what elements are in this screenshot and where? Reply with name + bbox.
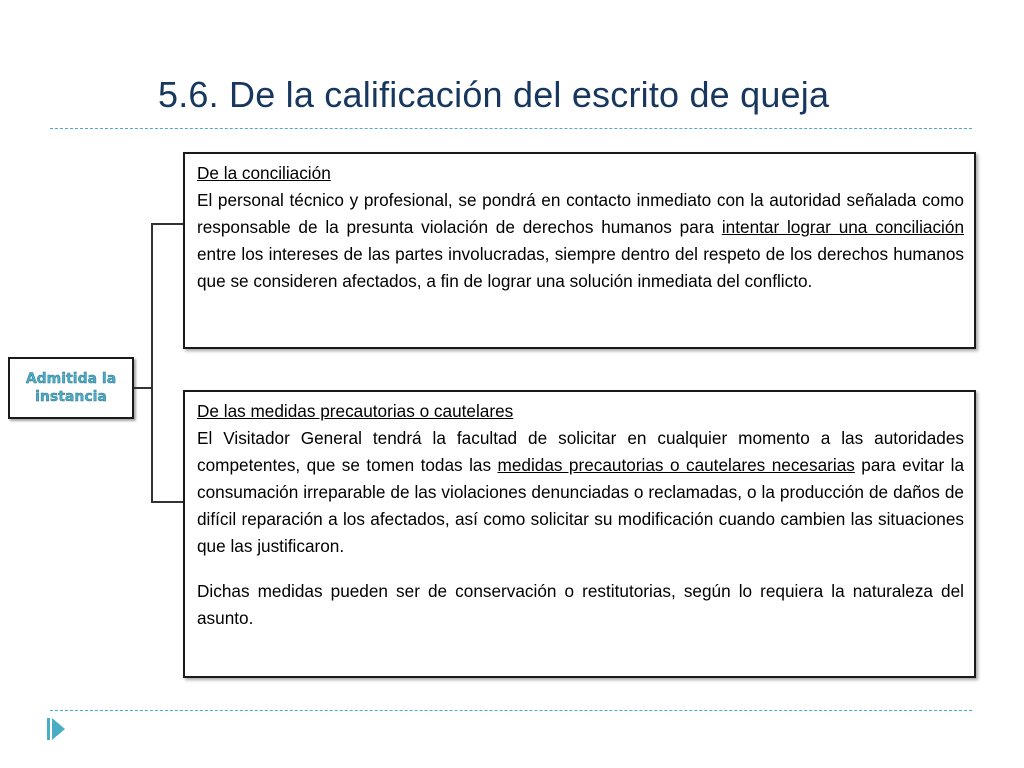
- conciliacion-heading: De la conciliación: [197, 163, 331, 183]
- medidas-text-2: para evitar la consumación irreparable de las violaciones denunciadas o reclamadas, o la producción de daños de difícil reparación a los afectados, así como solicitar su modificación cuando cambien las situaciones que las justificaron.: [197, 455, 965, 556]
- conciliacion-underlined: intentar lograr una conciliación: [721, 217, 964, 237]
- bottom-dashed-divider: [50, 710, 972, 711]
- medidas-underlined: medidas precautorias o cautelares necesarias: [497, 455, 855, 475]
- medidas-paragraph-2: Dichas medidas pueden ser de conservación o restitutorias, según lo requiera la naturaleza del asunto.: [197, 581, 964, 628]
- medidas-paragraph-1: [197, 425, 964, 560]
- node-label-line1: Admitida la: [25, 371, 117, 387]
- medidas-text-1: El Visitador General tendrá la facultad de solicitar en cualquier momento a las autoridades competentes, que se tomen todas las: [197, 428, 964, 475]
- conciliacion-box: [183, 152, 976, 349]
- conciliacion-paragraph: [197, 187, 964, 295]
- connector-stub: [134, 387, 152, 389]
- connector-to-medidas: [151, 501, 183, 503]
- conciliacion-text-2: entre los intereses de las partes involucradas, siempre dentro del respeto de los derechos humanos que se consideren afectados, a fin de lograr una solución inmediata del conflicto.: [197, 244, 964, 291]
- conciliacion-text-1: El personal técnico y profesional, se pondrá en contacto inmediato con la autoridad señalada como responsable de la presunta violación de derechos humanos para: [197, 190, 964, 237]
- connector-to-conciliacion: [151, 223, 183, 225]
- medidas-heading: De las medidas precautorias o cautelares: [197, 401, 514, 421]
- connector-vertical: [151, 223, 153, 503]
- play-arrow-icon: [52, 718, 65, 740]
- medidas-box: [183, 390, 976, 678]
- top-dashed-divider: [50, 128, 972, 129]
- admitida-instancia-node: [8, 357, 134, 419]
- slide-title: 5.6. De la calificación del escrito de queja: [158, 74, 830, 115]
- nav-bar-icon: [47, 718, 50, 740]
- node-label-line2: instancia: [35, 389, 107, 405]
- admitida-instancia-label: [26, 370, 116, 406]
